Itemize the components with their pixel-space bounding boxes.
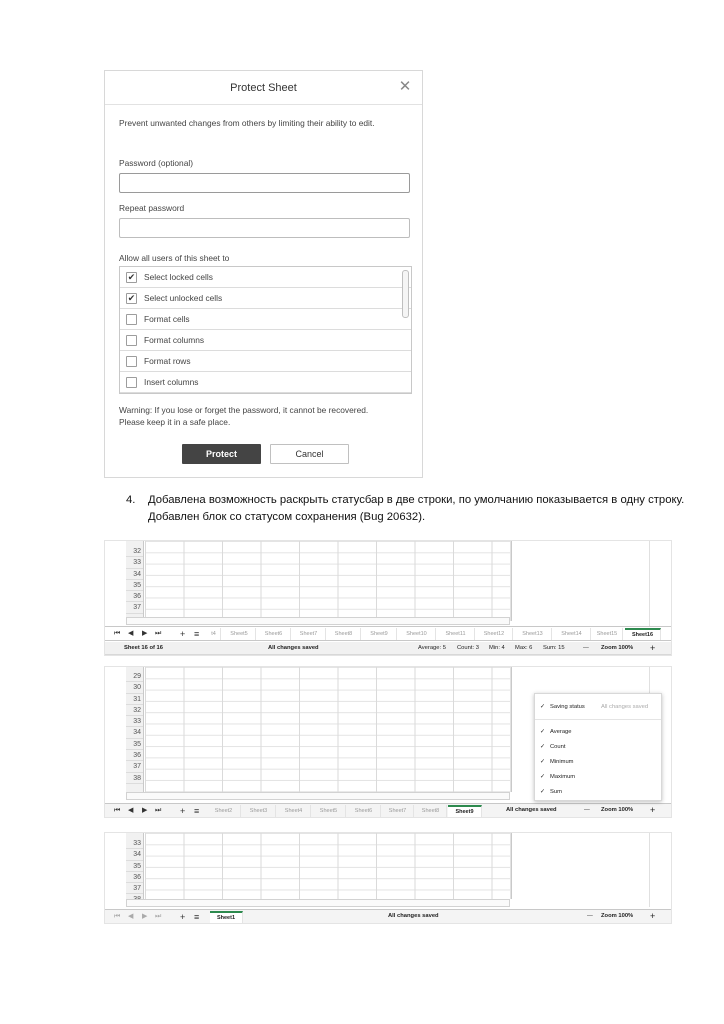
last-sheet-icon[interactable]: ⏭ <box>155 913 162 920</box>
row-header[interactable]: 37 <box>126 602 143 613</box>
option-label: Format cells <box>144 314 190 324</box>
password-label: Password (optional) <box>119 158 194 168</box>
sheet-tab-active[interactable]: Sheet16 <box>625 628 661 640</box>
menu-item-saving-status[interactable] <box>535 702 661 713</box>
sheet-tab[interactable]: Sheet12 <box>476 628 513 640</box>
menu-item-label: Average <box>550 729 572 735</box>
save-status: All changes saved <box>268 645 319 651</box>
cell-grid[interactable] <box>145 833 512 899</box>
zoom-in-button[interactable]: + <box>650 643 656 653</box>
row-header[interactable]: 35 <box>126 861 143 872</box>
menu-item-label: Sum <box>550 789 562 795</box>
sheet-tab[interactable]: Sheet6 <box>347 805 381 817</box>
first-sheet-icon[interactable]: ⏮ <box>114 913 121 920</box>
password-input[interactable] <box>119 173 410 193</box>
check-icon: ✓ <box>540 704 546 710</box>
dialog-title: Protect Sheet <box>105 71 422 105</box>
check-icon: ✓ <box>540 774 546 780</box>
sheet-tab[interactable]: Sheet15 <box>592 628 623 640</box>
row-header[interactable]: 32 <box>126 705 143 716</box>
option-format-columns[interactable] <box>120 330 411 351</box>
save-status: All changes saved <box>388 913 439 919</box>
option-label: Format columns <box>144 335 205 345</box>
prev-sheet-icon[interactable]: ◀ <box>128 913 134 920</box>
row-header[interactable]: 36 <box>126 872 143 883</box>
row-headers <box>126 833 144 899</box>
checkbox-checked-icon[interactable]: ✔ <box>127 272 136 282</box>
last-sheet-icon[interactable]: ⏭ <box>155 807 162 814</box>
sheet-tab-active[interactable]: Sheet9 <box>448 805 482 817</box>
sheet-list-icon[interactable]: ≡ <box>194 806 200 816</box>
option-select-unlocked-cells[interactable] <box>120 288 411 309</box>
last-sheet-icon[interactable]: ⏭ <box>155 630 162 637</box>
row-header[interactable]: 35 <box>126 580 143 591</box>
row-header[interactable]: 34 <box>126 569 143 580</box>
sheet-list-icon[interactable]: ≡ <box>194 629 200 639</box>
menu-item-minimum[interactable] <box>535 757 661 768</box>
sheet-tab[interactable]: Sheet10 <box>398 628 436 640</box>
sheet-tab-bar <box>105 626 671 641</box>
sheet-list-icon[interactable]: ≡ <box>194 912 200 922</box>
menu-item-average[interactable] <box>535 727 661 738</box>
zoom-in-button[interactable]: + <box>650 911 656 921</box>
row-header[interactable]: 34 <box>126 849 143 860</box>
option-label: Format rows <box>144 356 191 366</box>
sheet-tab[interactable]: Sheet5 <box>312 805 346 817</box>
prev-sheet-icon[interactable]: ◀ <box>128 630 134 637</box>
sheet-tab[interactable]: Sheet2 <box>207 805 241 817</box>
dialog-description: Prevent unwanted changes from others by limiting their ability to edit. <box>119 118 375 128</box>
cancel-button[interactable]: Cancel <box>270 444 349 464</box>
allow-users-label: Allow all users of this sheet to <box>119 253 230 263</box>
stat-sum: Sum: 15 <box>543 645 565 651</box>
sheet-tab[interactable]: Sheet14 <box>553 628 591 640</box>
add-sheet-icon[interactable]: + <box>180 629 186 639</box>
first-sheet-icon[interactable]: ⏮ <box>114 807 121 814</box>
option-insert-columns[interactable] <box>120 372 411 393</box>
check-icon: ✓ <box>540 759 546 765</box>
permissions-list[interactable] <box>119 266 412 394</box>
row-header[interactable]: 37 <box>126 883 143 894</box>
sheet-tab[interactable]: t4 <box>207 628 221 640</box>
save-status: All changes saved <box>506 807 557 813</box>
horizontal-scrollbar[interactable] <box>126 899 510 907</box>
status-bar-context-menu <box>534 693 662 801</box>
menu-item-label: Count <box>550 744 566 750</box>
sheet-tab-bar <box>105 909 671 924</box>
option-label: Select unlocked cells <box>144 293 223 303</box>
warning-text: Warning: If you lose or forget the password, it cannot be recovered. Please keep it in a safe place. <box>119 405 369 427</box>
divider <box>649 833 650 907</box>
spreadsheet-screenshot-1 <box>104 540 672 656</box>
spreadsheet-screenshot-3 <box>104 832 672 924</box>
sheet-tab[interactable]: Sheet9 <box>362 628 397 640</box>
next-sheet-icon[interactable]: ▶ <box>142 630 148 637</box>
option-label: Select locked cells <box>144 272 213 282</box>
next-sheet-icon[interactable]: ▶ <box>142 807 148 814</box>
cell-grid[interactable] <box>145 667 512 792</box>
vertical-scrollbar[interactable] <box>510 833 516 899</box>
row-header[interactable]: 35 <box>126 739 143 750</box>
check-icon: ✓ <box>540 789 546 795</box>
protect-button[interactable]: Protect <box>182 444 261 464</box>
sheet-tab[interactable]: Sheet4 <box>277 805 311 817</box>
stat-average: Average: 5 <box>418 645 446 651</box>
divider <box>649 541 650 627</box>
row-header[interactable]: 33 <box>126 716 143 727</box>
menu-item-label: Minimum <box>550 759 574 765</box>
sheet-tab-bar <box>105 803 671 818</box>
horizontal-scrollbar[interactable] <box>126 617 510 625</box>
option-format-rows[interactable] <box>120 351 411 372</box>
row-header[interactable]: 37 <box>126 761 143 772</box>
first-sheet-icon[interactable]: ⏮ <box>114 630 121 637</box>
option-select-locked-cells[interactable] <box>120 267 411 288</box>
menu-item-maximum[interactable] <box>535 772 661 783</box>
option-format-cells[interactable] <box>120 309 411 330</box>
check-icon: ✓ <box>540 729 546 735</box>
next-sheet-icon[interactable]: ▶ <box>142 913 148 920</box>
sheet-tab[interactable]: Sheet3 <box>242 805 276 817</box>
stat-max: Max: 6 <box>515 645 533 651</box>
protect-sheet-dialog <box>104 70 423 478</box>
sheet-tab[interactable]: Sheet13 <box>514 628 552 640</box>
sheet-tab[interactable]: Sheet8 <box>327 628 361 640</box>
sheet-tab[interactable]: Sheet8 <box>415 805 447 817</box>
zoom-out-button[interactable]: — <box>583 645 589 651</box>
repeat-password-label: Repeat password <box>119 203 185 213</box>
checkbox-icon[interactable] <box>126 314 137 325</box>
zoom-level[interactable]: Zoom 100% <box>601 807 634 813</box>
row-header[interactable]: 38 <box>126 773 143 784</box>
stat-min: Min: 4 <box>489 645 505 651</box>
option-label: Insert columns <box>144 377 199 387</box>
add-sheet-icon[interactable]: + <box>180 806 186 816</box>
zoom-in-button[interactable]: + <box>650 805 656 815</box>
sheet-tab[interactable]: Sheet7 <box>382 805 414 817</box>
zoom-level[interactable]: Zoom 100% <box>601 913 634 919</box>
checkbox-icon[interactable] <box>126 356 137 367</box>
row-header[interactable]: 30 <box>126 682 143 693</box>
row-header[interactable]: 36 <box>126 591 143 602</box>
status-bar <box>105 642 671 655</box>
sheet-count: Sheet 16 of 16 <box>124 645 163 651</box>
row-headers <box>126 667 144 792</box>
row-header[interactable]: 34 <box>126 727 143 738</box>
sheet-tab[interactable]: Sheet5 <box>223 628 256 640</box>
menu-separator <box>535 719 661 720</box>
sheet-tab-active[interactable]: Sheet1 <box>210 911 243 923</box>
vertical-scrollbar[interactable] <box>510 541 516 621</box>
paragraph-text: Добавлена возможность раскрыть статусбар в две строки, по умолчанию показывается в одну строку. Добавлен блок со статусом сохранения (Bug 20632). <box>148 494 685 523</box>
horizontal-scrollbar[interactable] <box>126 792 510 800</box>
row-header[interactable]: 32 <box>126 546 143 557</box>
row-headers <box>126 541 144 621</box>
close-icon[interactable]: ✕ <box>398 78 412 95</box>
check-icon: ✓ <box>540 744 546 750</box>
checkbox-checked-icon[interactable]: ✔ <box>127 293 136 303</box>
list-number: 4. <box>126 494 136 506</box>
sheet-tab[interactable]: Sheet6 <box>257 628 291 640</box>
row-header[interactable]: 29 <box>126 671 143 682</box>
menu-item-label: Maximum <box>550 774 576 780</box>
list-scrollbar[interactable] <box>402 270 409 318</box>
menu-item-value: All changes saved <box>601 704 649 710</box>
stat-count: Count: 3 <box>457 645 479 651</box>
cell-grid[interactable] <box>145 541 512 621</box>
zoom-level[interactable]: Zoom 100% <box>601 645 634 651</box>
row-header[interactable]: 33 <box>126 557 143 568</box>
row-header[interactable]: 36 <box>126 750 143 761</box>
checkbox-icon[interactable] <box>126 335 137 346</box>
menu-item-count[interactable] <box>535 742 661 753</box>
vertical-scrollbar[interactable] <box>510 667 516 792</box>
menu-item-sum[interactable] <box>535 787 661 798</box>
zoom-out-button[interactable]: — <box>587 913 593 919</box>
row-header[interactable]: 33 <box>126 838 143 849</box>
add-sheet-icon[interactable]: + <box>180 912 186 922</box>
prev-sheet-icon[interactable]: ◀ <box>128 807 134 814</box>
sheet-tab[interactable]: Sheet11 <box>437 628 475 640</box>
menu-item-label: Saving status <box>550 704 585 710</box>
repeat-password-input[interactable] <box>119 218 410 238</box>
zoom-out-button[interactable]: — <box>584 807 590 813</box>
row-header[interactable]: 31 <box>126 694 143 705</box>
checkbox-icon[interactable] <box>126 377 137 388</box>
sheet-tab[interactable]: Sheet7 <box>292 628 326 640</box>
spreadsheet-screenshot-2 <box>104 666 672 818</box>
